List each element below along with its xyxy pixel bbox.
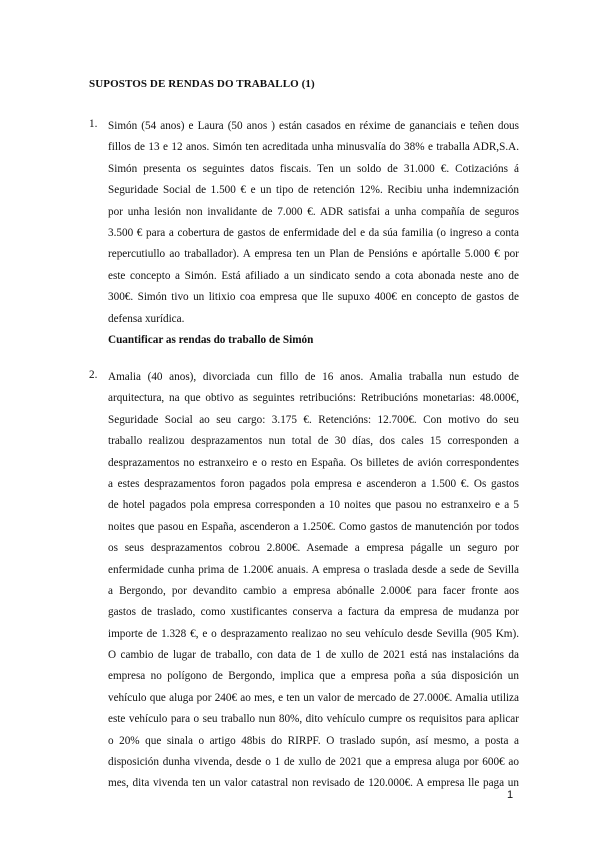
text-line: fillos de 13 e 12 anos. Simón ten acreditada unha minusvalía do 38% e traballa ADR,S.A. xyxy=(108,141,519,154)
text-line: Amalia (40 anos), divorciada cun fillo de 16 anos. Amalia traballa nun estudo de xyxy=(108,371,519,383)
text-line: por unha lesión non invalidante de 7.000 €. ADR satisfai a unha compañía de seguros xyxy=(108,205,519,218)
text-line: vehículo que aluga por 240€ ao mes, e ten un valor de mercado de 27.000€. Amalia utiliza xyxy=(108,691,519,704)
text-line: disposición dunha vivenda, desde o 1 de xullo de 2021 que a empresa aluga por 600€ ao xyxy=(108,756,519,769)
text-line: repercutiullo ao traballador). A empresa ten un Plan de Pensións e apórtalle 5.000 € por xyxy=(108,248,519,261)
text-line: Simón presenta os seguintes datos fiscais. Ten un soldo de 31.000 €. Cotizacións á xyxy=(108,162,519,175)
text-line: noites que pasou en España, ascenderon a 1.250€. Como gastos de manutención por todos xyxy=(108,520,519,533)
text-line: 300€. Simón tivo un litixio coa empresa que lle supuxo 400€ en concepto de gastos de xyxy=(108,291,519,304)
exercise-text xyxy=(108,118,519,353)
text-line: o 20% que sinala o artigo 48bis do RIRPF. O traslado supón, así mesmo, a posta a xyxy=(108,734,519,747)
page-number: 1 xyxy=(507,789,514,801)
exercise-text xyxy=(108,369,519,797)
text-line: desprazamentos no estranxeiro e o resto en España. Os billetes de avión correspondentes xyxy=(108,456,519,469)
text-line: mes, dita vivenda ten un valor catastral non revisado de 120.000€. A empresa lle paga un xyxy=(108,777,519,790)
text-line: a Bergondo, por devandito cambio a empresa abónalle 2.000€ para facer fronte aos xyxy=(108,584,519,597)
text-line: empresa no polígono de Bergondo, implica que a empresa poña a súa disposición un xyxy=(108,670,519,683)
text-line: Seguridade Social ao seu cargo: 3.175 €. Retencións: 12.700€. Con motivo do seu xyxy=(108,413,519,426)
text-line: enfermidade cunha prima de 1.200€ anuais. A empresa o traslada desde a sede de Sevilla xyxy=(108,563,519,576)
exercise-number: 1. xyxy=(89,118,98,130)
text-line: arquitectura, na que obtivo as seguintes retribucións: Retribucións monetarias: 48.000€, xyxy=(108,392,519,405)
text-line: este vehículo para o seu traballo nun 80%, dito vehículo cumpre os requisitos para aplicar xyxy=(108,713,519,726)
text-line: a estes desprazamentos foron pagados pola empresa e ascenderon a 1.500 €. Os gastos xyxy=(108,477,519,490)
text-line: traballo realizou desprazamentos nun total de 30 días, dos cales 15 corresponden a xyxy=(108,435,519,448)
exercise-question: Cuantificar as rendas do traballo de Simón xyxy=(108,333,314,346)
text-line: importe de 1.328 €, e o desprazamento realizao no seu vehículo desde Sevilla (905 Km). xyxy=(108,627,519,640)
text-line: O cambio de lugar de traballo, con data de 1 de xullo de 2021 está nas instalacións da xyxy=(108,649,519,662)
text-line: os seus desprazamentos cobrou 2.800€. Asemade a empresa págalle un seguro por xyxy=(108,542,519,555)
document-title: SUPOSTOS DE RENDAS DO TRABALLO (1) xyxy=(89,78,315,90)
text-line: 3.500 € para a cobertura de gastos de enfermidade del e da súa familia (o ingreso a conta xyxy=(108,226,519,239)
text-line: gastos de traslado, como xustificantes conserva a factura da empresa de mudanza por xyxy=(108,606,519,619)
text-line: este concepto a Simón. Está afiliado a un sindicato sendo a cota abonada neste ano de xyxy=(108,269,519,282)
text-line: defensa xurídica. xyxy=(108,312,185,325)
exercise-number: 2. xyxy=(89,369,98,381)
text-line: Simón (54 anos) e Laura (50 anos ) están casados en réxime de gananciais e teñen dous xyxy=(108,120,519,132)
text-line: Seguridade Social de 1.500 € e un tipo de retención 12%. Recibiu unha indemnización xyxy=(108,184,519,197)
text-line: de hotel pagados pola empresa corresponden a 10 noites que pasou no estranxeiro e a 5 xyxy=(108,499,519,512)
